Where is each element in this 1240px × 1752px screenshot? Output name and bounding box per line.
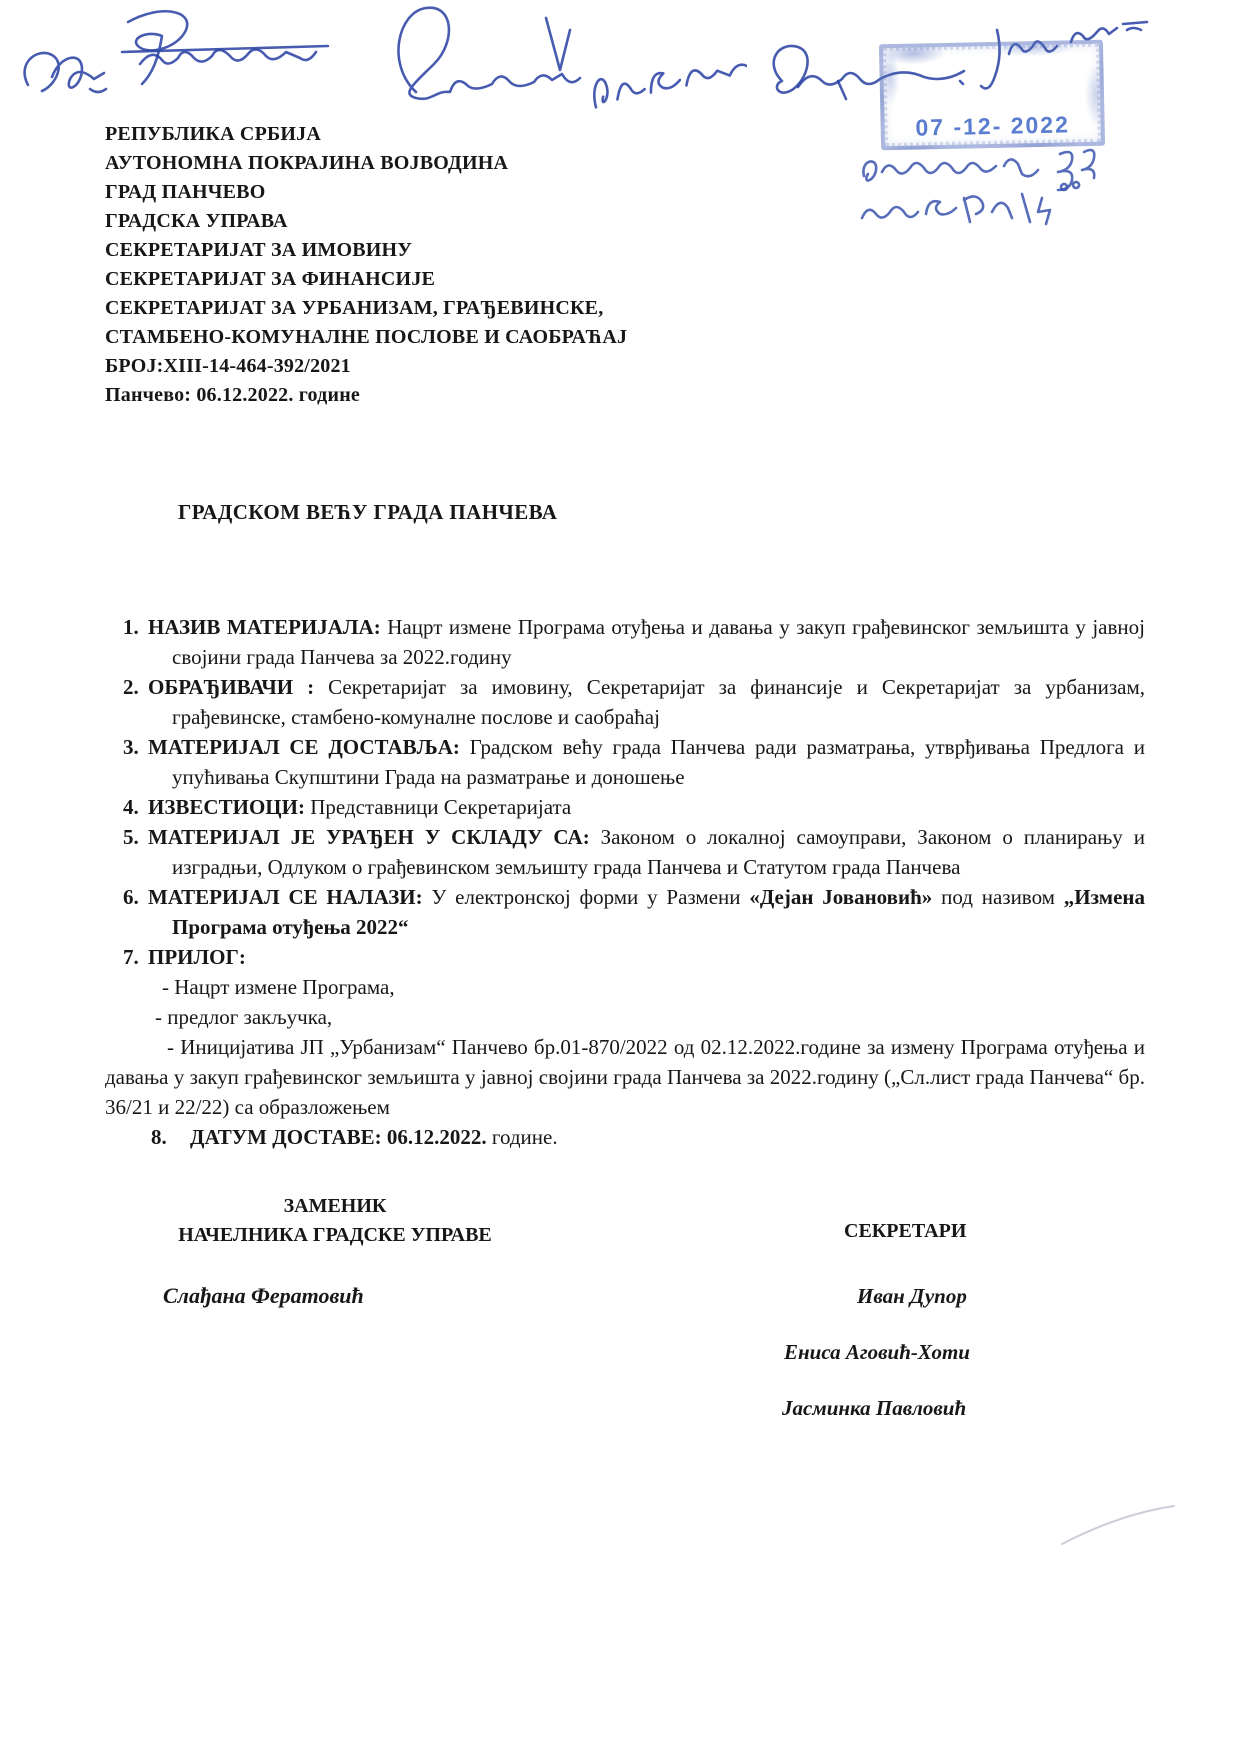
letterhead-line: АУТОНОМНА ПОКРАЈИНА ВОЈВОДИНА xyxy=(105,152,509,174)
item-label: ОБРАЂИВАЧИ : xyxy=(148,675,315,699)
item-text: Законом о локалној самоуправи, Законом о планирању и изградњи, Одлуком о грађевинском земљишту града Панчева и Статутом града Панчева xyxy=(172,825,1145,879)
item-label: НАЗИВ МАТЕРИЈАЛА: xyxy=(148,615,381,639)
letterhead-line: СТАМБЕНО-КОМУНАЛНЕ ПОСЛОВЕ И САОБРАЋАЈ xyxy=(105,326,628,348)
letterhead-line: СЕКРЕТАРИЈАТ ЗА ИМОВИНУ xyxy=(105,239,413,261)
item-bold-title: „Измена Програма отуђења 2022“ xyxy=(172,885,1145,939)
item-text: под називом xyxy=(932,885,1064,909)
faint-pen-stroke xyxy=(1058,1498,1178,1553)
list-item-3 xyxy=(105,732,1145,792)
item-label: ПРИЛОГ: xyxy=(148,945,246,969)
date-stamp xyxy=(879,40,1105,151)
signer-role-left xyxy=(115,1192,555,1250)
item-label: МАТЕРИЈАЛ СЕ ДОСТАВЉА: xyxy=(148,735,460,759)
letterhead-line: СЕКРЕТАРИЈАТ ЗА УРБАНИЗАМ, ГРАЂЕВИНСКЕ, xyxy=(105,297,604,319)
item-number: 1. xyxy=(123,615,139,639)
item-number: 2. xyxy=(123,675,139,699)
item-number: 5. xyxy=(123,825,139,849)
item-number: 4. xyxy=(123,795,139,819)
item-text: Градском већу града Панчева ради разматрања, утврђивања Предлога и упућивања Скупштини Града на разматрање и доношење xyxy=(172,735,1145,789)
letterhead-line: ГРАДСКА УПРАВА xyxy=(105,210,288,232)
item-bold-name: «Дејан Јовановић» xyxy=(749,885,933,909)
letterhead-line: СЕКРЕТАРИЈАТ ЗА ФИНАНСИЈЕ xyxy=(105,268,436,290)
list-item-7 xyxy=(105,942,1145,972)
item-number: 6. xyxy=(123,885,139,909)
list-item-2 xyxy=(105,672,1145,732)
item-number: 7. xyxy=(123,945,139,969)
signer-name-agovic-hoti: Ениса Аговић-Хоти xyxy=(784,1340,970,1364)
signer-name-dupor: Иван Дупор xyxy=(857,1284,967,1308)
item-label: ИЗВЕСТИОЦИ: xyxy=(148,795,305,819)
list-item-1 xyxy=(105,612,1145,672)
list-item-6 xyxy=(105,882,1145,942)
role-line: ЗАМЕНИК xyxy=(283,1195,387,1217)
attachment-line: - Нацрт измене Програма, xyxy=(162,975,395,999)
recipient-title: ГРАДСКОМ ВЕЋУ ГРАДА ПАНЧЕВА xyxy=(178,500,558,524)
item-text: Секретаријат за имовину, Секретаријат за финансије и Секретаријат за урбанизам, грађевинске, стамбено-комуналне послове и саобраћај xyxy=(172,675,1145,729)
item-number: 8. xyxy=(151,1125,167,1149)
stamp-date: 07 -12- 2022 xyxy=(915,111,1071,141)
item-text: Нацрт измене Програма отуђења и давања у закуп грађевинског земљишта у јавној својини града Панчева за 2022.годину xyxy=(172,615,1145,669)
item-text: У електронској форми у Размени xyxy=(422,885,750,909)
item-label: ДАТУМ ДОСТАВЕ: 06.12.2022. xyxy=(190,1125,487,1149)
place-and-date: Панчево: 06.12.2022. године xyxy=(105,384,361,406)
item-text: године. xyxy=(486,1125,558,1149)
letterhead-line: ГРАД ПАНЧЕВО xyxy=(105,181,266,203)
signature-feratovic xyxy=(114,0,584,105)
item-number: 3. xyxy=(123,735,139,759)
list-item-8 xyxy=(105,1122,1145,1152)
list-item-4 xyxy=(105,792,1145,822)
letterhead xyxy=(105,120,627,410)
stamp-initials-signature xyxy=(0,45,110,105)
item-text: Представници Секретаријата xyxy=(304,795,572,819)
role-line: НАЧЕЛНИКА ГРАДСКЕ УПРАВЕ xyxy=(178,1224,492,1246)
item-label: МАТЕРИЈАЛ СЕ НАЛАЗИ: xyxy=(148,885,423,909)
signature-dupor xyxy=(586,50,750,112)
signer-name-feratovic: Слађана Фератовић xyxy=(163,1283,364,1308)
document-number: БРОЈ:XIII-14-464-392/2021 xyxy=(105,355,351,377)
attachment-paragraph: - Иницијатива ЈП „Урбанизам“ Панчево бр.01-870/2022 од 02.12.2022.године за измену Програма отуђења и давања у закуп грађевинског земљишта у јавној својини града Панчева за 2022.годину („Сл.лист града Панчева“ бр. 36/21 и 22/22) са образложењем xyxy=(105,1035,1145,1119)
list-item-5 xyxy=(105,822,1145,882)
item-label: МАТЕРИЈАЛ ЈЕ УРАЂЕН У СКЛАДУ СА: xyxy=(148,825,590,849)
secretaries-title: СЕКРЕТАРИ xyxy=(844,1220,967,1242)
letterhead-line: РЕПУБЛИКА СРБИЈА xyxy=(105,123,322,145)
attachment-line: - предлог закључка, xyxy=(155,1005,333,1029)
items-list xyxy=(105,612,1145,1152)
stamp-handwritten-note xyxy=(852,146,1117,241)
signer-name-pavlovic: Јасминка Павловић xyxy=(782,1396,967,1420)
